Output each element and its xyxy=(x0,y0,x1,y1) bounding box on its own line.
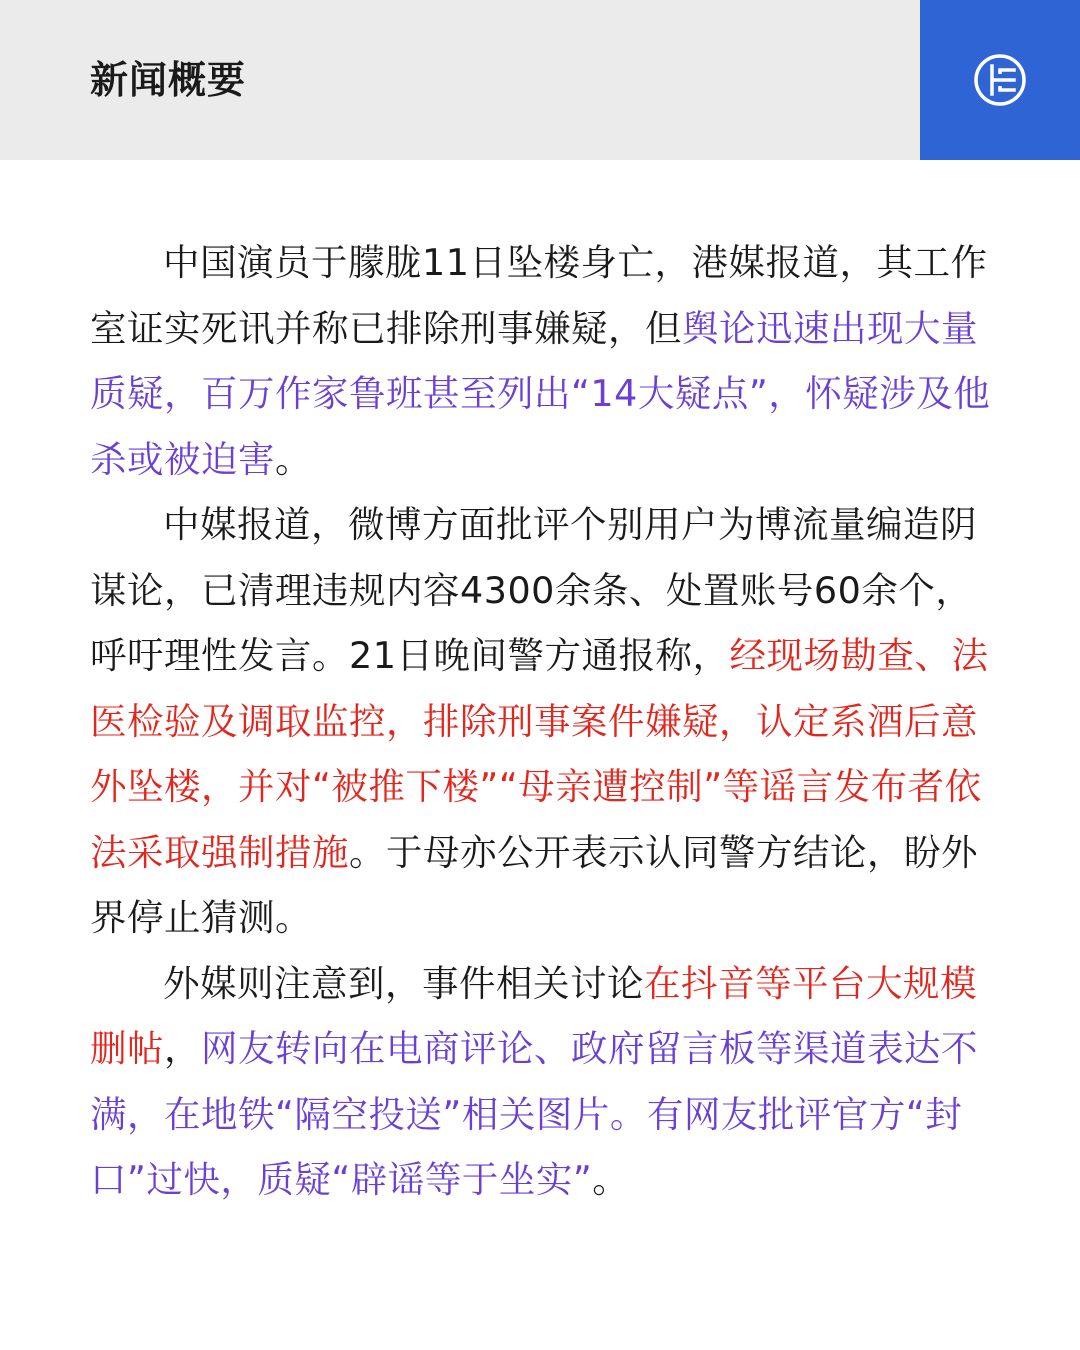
page-title: 新闻概要 xyxy=(90,58,247,102)
paragraph-3 xyxy=(90,951,1002,1213)
paragraph-text: ， xyxy=(164,1027,201,1070)
paragraph-1 xyxy=(90,230,1002,492)
highlight-purple-text: 网友转向在电商评论、政府留言板等渠道表达不满，在地铁“隔空投送”相关图片。有网友批评官方“封口”过快，质疑“辟谣等于坐实” xyxy=(90,1027,978,1201)
paragraph-2 xyxy=(90,492,1002,951)
brand-logo-icon xyxy=(972,52,1028,108)
paragraph-text: 。 xyxy=(275,437,312,481)
paragraph-text: 中国演员于朦胧11日坠楼身亡，港媒报道，其工作室证实死讯并称已排除刑事嫌疑，但 xyxy=(90,241,988,350)
paragraph-text: 。于母亦公开表示认同警方结论，盼外界停止猜测。 xyxy=(90,830,978,939)
highlight-red-text: 在抖音等平台大规模删帖 xyxy=(90,961,977,1070)
paragraph-text: 外媒则注意到，事件相关讨论 xyxy=(163,961,644,1005)
paragraph-text: 中媒报道，微博方面批评个别用户为博流量编造阴谋论，已清理违规内容4300余条、处置账号60余个，呼吁理性发言。21日晚间警方通报称， xyxy=(90,503,977,677)
paragraph-text: 。 xyxy=(592,1158,630,1201)
header-bar xyxy=(0,0,920,160)
article-body xyxy=(90,230,1002,1213)
logo-box xyxy=(920,0,1080,160)
highlight-red-text: 经现场勘查、法医检验及调取监控，排除刑事案件嫌疑，认定系酒后意外坠楼，并对“被推下楼”“母亲遭控制”等谣言发布者依法采取强制措施 xyxy=(90,634,989,874)
highlight-purple-text: 舆论迅速出现大量质疑，百万作家鲁班甚至列出“14大疑点”，怀疑涉及他杀或被迫害 xyxy=(90,306,991,481)
